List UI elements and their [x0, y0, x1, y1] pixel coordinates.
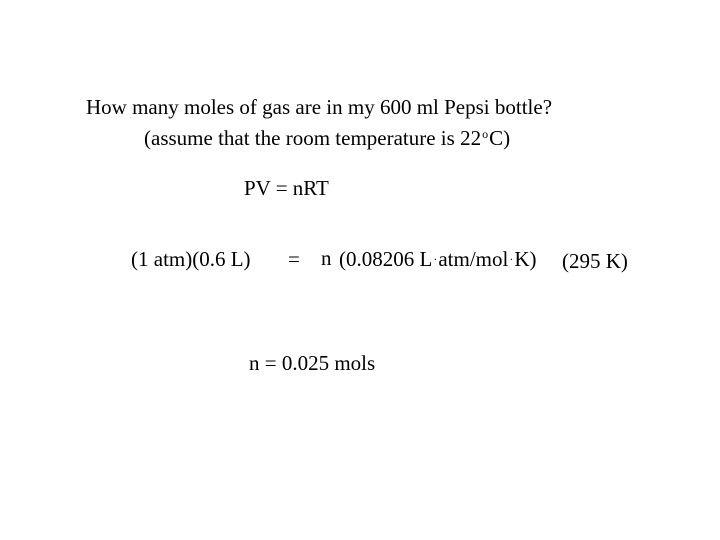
question-line-2-text: (assume that the room temperature is 22: [144, 126, 482, 150]
gas-constant-units: atm/mol: [438, 247, 509, 271]
equation-temperature: (295 K): [562, 249, 628, 273]
degree-symbol: o: [482, 127, 489, 141]
question-line-2: [144, 126, 510, 153]
equation-left-side: (1 atm)(0.6 L): [131, 247, 251, 271]
gas-constant-kelvin: K): [514, 247, 537, 271]
multiplication-dot-2: ·: [509, 252, 514, 266]
ideal-gas-law-formula: PV = nRT: [244, 176, 329, 200]
question-line-1: How many moles of gas are in my 600 ml Pepsi bottle?: [86, 95, 553, 119]
gas-constant: [339, 247, 537, 274]
gas-constant-value: (0.08206 L: [339, 247, 433, 271]
question-line-2-unit: C): [489, 126, 511, 150]
equation-n-variable: n: [321, 246, 332, 270]
result-line: n = 0.025 mols: [249, 351, 376, 375]
multiplication-dot-1: ·: [433, 252, 438, 266]
equation-equals-sign: =: [288, 247, 300, 271]
